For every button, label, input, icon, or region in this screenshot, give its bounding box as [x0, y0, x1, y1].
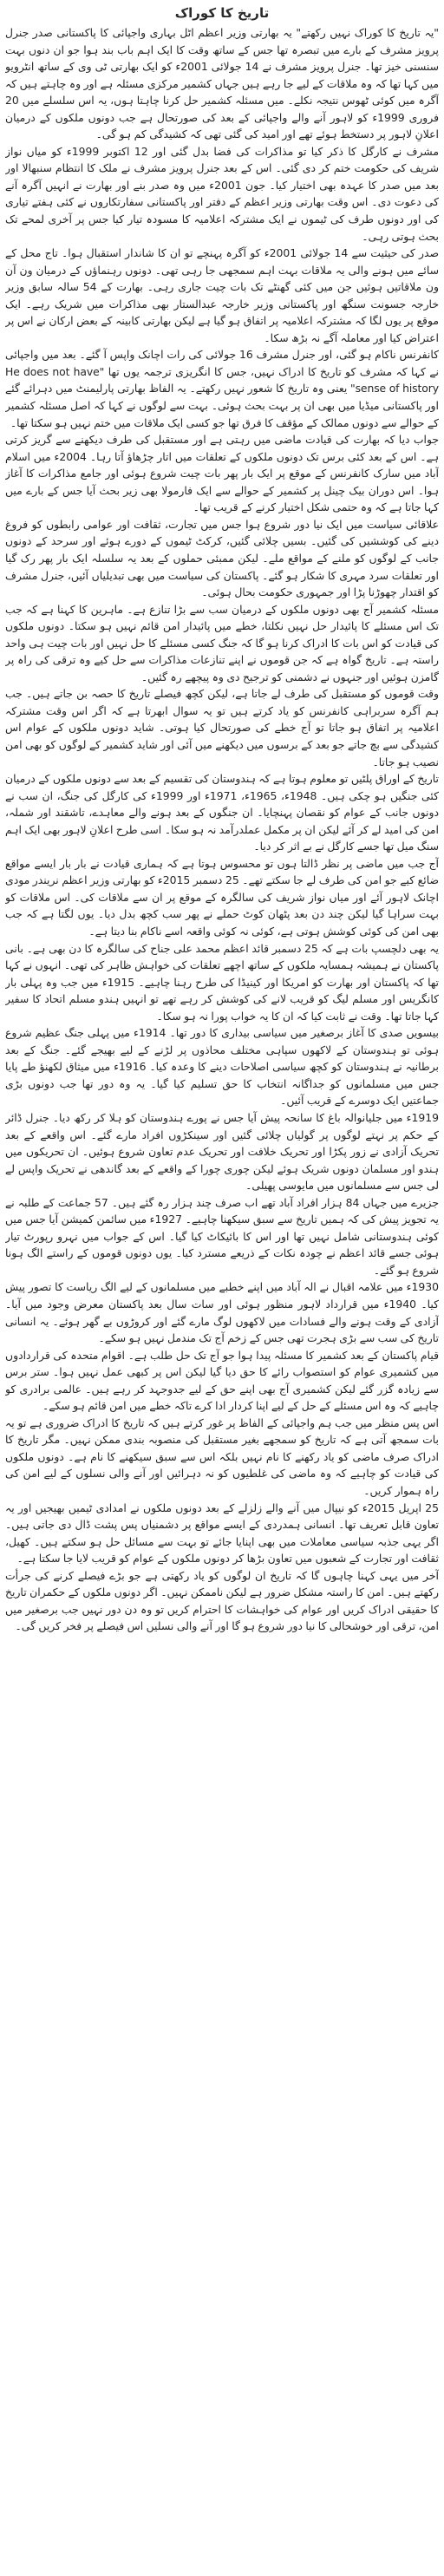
article-paragraph: وقت قوموں کو مستقبل کی طرف لے جاتا ہے، لیکن کچھ فیصلے تاریخ کا حصہ بن جاتے ہیں۔ جب ہم آگرہ سربراہی کانفرنس کو یاد کرتے ہیں تو یہ سوال ابھرتا ہے کہ اگر اس وقت مشترکہ اعلامیہ پر اتفاق ہو جاتا تو آج خطے کی صورتحال کیا ہوتی۔ شاید دونوں ملکوں کے عوام اس کشیدگی سے بچ جاتے جو بعد کے برسوں میں دیکھنے میں آئی اور شاید کشمیر کے لوگوں کو بھی امن نصیب ہو جاتا۔ [5, 687, 439, 768]
article-paragraph: مسئلہ کشمیر آج بھی دونوں ملکوں کے درمیان سب سے بڑا تنازع ہے۔ ماہرین کا کہنا ہے کہ جب تک اس مسئلے کا پائیدار حل نہیں نکلتا، خطے میں پائیدار امن قائم نہیں ہو سکتا۔ دونوں ملکوں کی قیادت کو اس بات کا ادراک کرنا ہو گا کہ جنگ کسی مسئلے کا حل نہیں اور بات چیت ہی واحد راستہ ہے۔ تاریخ گواہ ہے کہ جن قوموں نے اپنے تنازعات مذاکرات سے حل کیے وہ ترقی کی راہ پر گامزن ہوئیں اور جنہوں نے دشمنی کو ترجیح دی وہ پیچھے رہ گئیں۔ [5, 602, 439, 683]
article-paragraph: 1919ء میں جلیانوالہ باغ کا سانحہ پیش آیا جس نے پورے ہندوستان کو ہلا کر رکھ دیا۔ جنرل ڈائر کے حکم پر نہتے لوگوں پر گولیاں چلائی گئیں اور سینکڑوں افراد مارے گئے۔ اس واقعے کے بعد تحریک آزادی نے زور پکڑا اور تحریک خلافت اور تحریک عدم تعاون شروع ہوئیں۔ ان تحریکوں میں ہندو اور مسلمان دونوں شریک ہوئے لیکن چوری چورا کے واقعے کے بعد گاندھی نے تحریک واپس لے لی جس سے مسلمانوں میں مایوسی پھیلی۔ [5, 1111, 439, 1193]
article-paragraph: "یہ تاریخ کا کوراک نہیں رکھتے" یہ بھارتی وزیر اعظم اٹل بہاری واجپائی کا پاکستانی صدر جنرل پرویز مشرف کے بارے میں تبصرہ تھا جس کے ساتھ وقت کا ایک اہم باب بند ہوا جو ان دنوں بہت سنسنی خیز تھا۔ جنرل پرویز مشرف نے 14 جولائی 2001ء کو ایک بھارتی ٹی وی کے ساتھ انٹرویو میں کہا تھا کہ وہ ملاقات کے لیے جا رہے ہیں جہاں کشمیر مرکزی مسئلہ ہے اور وہ چاہتے ہیں کہ آگرہ میں کوئی ٹھوس نتیجہ نکلے۔ میں مسئلہ کشمیر حل کرنا چاہتا ہوں، یہ اس سلسلے میں 20 فروری 1999ء کو لاہور آنے والے واجپائی کے بعد کی صورتحال ہے جب دونوں ملکوں کے درمیان اعلانِ لاہور پر دستخط ہوئے تھے اور امید کی گئی تھی کہ کشیدگی کم ہو گی۔ [5, 26, 439, 141]
article-paragraph: مشرف نے کارگل کا ذکر کیا تو مذاکرات کی فضا بدل گئی اور 12 اکتوبر 1999ء کو میاں نواز شریف کی حکومت ختم کر دی گئی۔ اس کے بعد جنرل پرویز مشرف نے ملک کا انتظام سنبھالا اور بعد میں صدر کا عہدہ بھی اختیار کیا۔ جون 2001ء میں وہ صدر بنے اور بھارت نے انہیں آگرہ آنے کی دعوت دی۔ اس وقت بھارتی وزیر اعظم کے دفتر اور پاکستانی سفارتکاروں نے کئی ہفتے تیاری کی اور دونوں طرف کی ٹیموں نے ایک مشترکہ اعلامیہ کا مسودہ تیار کیا جس پر آخری لمحے تک بحث ہوتی رہی۔ [5, 144, 439, 243]
article-paragraph: کانفرنس ناکام ہو گئی، اور جنرل مشرف 16 جولائی کی رات اچانک واپس آ گئے۔ بعد میں واجپائی نے کہا کہ مشرف کو تاریخ کا ادراک نہیں، جس کا انگریزی ترجمہ یوں تھا "He does not have sense of history" یعنی وہ تاریخ کا شعور نہیں رکھتے۔ یہ الفاظ بھارتی پارلیمنٹ میں دہرائے گئے اور پاکستانی میڈیا میں بھی ان پر بہت بحث ہوئی۔ بہت سے لوگوں نے کہا کہ اصل مسئلہ کشمیر کے حوالے سے دونوں ممالک کے مؤقف کا فرق تھا جو کسی ایک ملاقات میں ختم نہیں ہو سکتا تھا۔ [5, 348, 439, 429]
article-paragraph: علاقائی سیاست میں ایک نیا دور شروع ہوا جس میں تجارت، ثقافت اور عوامی رابطوں کو فروغ دینے کی کوششیں کی گئیں۔ بسیں چلائی گئیں، کرکٹ ٹیموں کے دورے ہوئے اور سرحد کے دونوں جانب کے لوگوں کو ملنے کے مواقع ملے۔ لیکن ممبئی حملوں کے بعد یہ سلسلہ ایک بار پھر رک گیا اور تعلقات سرد مہری کا شکار ہو گئے۔ پاکستان کی سیاست میں بھی تبدیلیاں آئیں، جنرل مشرف کو اقتدار چھوڑنا پڑا اور جمہوری حکومت بحال ہوئی۔ [5, 517, 439, 599]
article-paragraph: اس پس منظر میں جب ہم واجپائی کے الفاظ پر غور کرتے ہیں کہ تاریخ کا ادراک ضروری ہے تو یہ بات سمجھ آتی ہے کہ تاریخ کو سمجھے بغیر مستقبل کی منصوبہ بندی ممکن نہیں۔ مگر تاریخ کا ادراک صرف ماضی کو یاد رکھنے کا نام نہیں بلکہ اس سے سبق سیکھنے کا نام ہے۔ دونوں ملکوں کی قیادت کو چاہیے کہ وہ ماضی کی غلطیوں کو نہ دہرائیں اور آنے والی نسلوں کے لیے امن کی راہ ہموار کریں۔ [5, 1415, 439, 1498]
article-paragraph: بیسویں صدی کا آغاز برصغیر میں سیاسی بیداری کا دور تھا۔ 1914ء میں پہلی جنگ عظیم شروع ہوئی تو ہندوستان کے لاکھوں سپاہی مختلف محاذوں پر لڑنے کے لیے بھیجے گئے۔ جنگ کے بعد برطانیہ نے ہندوستان کو کچھ سیاسی اصلاحات دینے کا وعدہ کیا۔ 1916ء میں میثاق لکھنؤ طے پایا جس میں مسلمانوں کو جداگانہ انتخاب کا حق تسلیم کیا گیا۔ یہ وہ دور تھا جب دونوں بڑی جماعتیں ایک دوسرے کے قریب آئیں۔ [5, 1026, 439, 1108]
article-paragraph: صدر کی حیثیت سے 14 جولائی 2001ء کو آگرہ پہنچے تو ان کا شاندار استقبال ہوا۔ تاج محل کے سائے میں ہونے والی یہ ملاقات بہت اہم سمجھی جا رہی تھی۔ دونوں رہنماؤں کے درمیان ون آن ون ملاقاتیں ہوئیں جن میں کئی گھنٹے تک بات چیت جاری رہی۔ بھارت کے 54 سالہ سابق وزیر خارجہ جسونت سنگھ اور پاکستانی وزیر خارجہ عبدالستار بھی مذاکرات میں شریک رہے۔ ایک موقع پر یوں لگا کہ مشترکہ اعلامیہ پر اتفاق ہو گیا ہے لیکن بھارتی کابینہ کے بعض ارکان نے اس پر اعتراض کیا اور معاملہ آگے نہ بڑھ سکا۔ [5, 246, 439, 344]
article-paragraph: آخر میں یہی کہنا چاہوں گا کہ تاریخ ان لوگوں کو یاد رکھتی ہے جو بڑے فیصلے کرنے کی جرأت رکھتے ہیں۔ امن کا راستہ مشکل ضرور ہے لیکن ناممکن نہیں۔ اگر دونوں ملکوں کے حکمران تاریخ کا حقیقی ادراک کریں اور عوام کی خواہشات کا احترام کریں تو وہ دن دور نہیں جب برصغیر میں امن، ترقی اور خوشحالی کا نیا دور شروع ہو گا اور آنے والی نسلیں اس فیصلے پر فخر کریں گی۔ [5, 1568, 439, 1633]
article-paragraph: 1930ء میں علامہ اقبال نے الہ آباد میں اپنے خطبے میں مسلمانوں کے لیے الگ ریاست کا تصور پیش کیا۔ 1940ء میں قرارداد لاہور منظور ہوئی اور سات سال بعد پاکستان معرض وجود میں آیا۔ آزادی کے وقت ہونے والے فسادات میں لاکھوں لوگ مارے گئے اور کروڑوں بے گھر ہوئے۔ یہ انسانی تاریخ کی سب سے بڑی ہجرت تھی جس کے زخم آج تک مندمل نہیں ہو سکے۔ [5, 1280, 439, 1345]
article-paragraph: تاریخ کے اوراق پلٹیں تو معلوم ہوتا ہے کہ ہندوستان کی تقسیم کے بعد سے دونوں ملکوں کے درمیان کئی جنگیں ہو چکی ہیں۔ 1948ء، 1965ء، 1971ء اور 1999ء کی کارگل کی جنگ، ان سب نے دونوں جانب کے عوام کو نقصان پہنچایا۔ ان جنگوں کے بعد ہونے والے معاہدے، تاشقند اور شملہ، امن کی امید لے کر آئے لیکن ان پر مکمل عملدرآمد نہ ہو سکا۔ اسی طرح اعلانِ لاہور بھی ایک اہم سنگ میل تھا جسے کارگل نے بے اثر کر دیا۔ [5, 772, 439, 853]
article-paragraph: جزیرے میں جہاں 84 ہزار افراد آباد تھے اب صرف چند ہزار رہ گئے ہیں۔ 57 جماعت کے طلبہ نے یہ تجویز پیش کی کہ ہمیں تاریخ سے سبق سیکھنا چاہیے۔ 1927ء میں سائمن کمیشن آیا جس میں کوئی ہندوستانی شامل نہیں تھا اور اس کا بائیکاٹ کیا گیا۔ اس کے جواب میں نہرو رپورٹ تیار ہوئی جسے قائد اعظم نے چودہ نکات کے ذریعے مسترد کیا۔ یوں دونوں قوموں کے راستے الگ ہونا شروع ہو گئے۔ [5, 1195, 439, 1277]
article-paragraph: جواب دیا کہ بھارت کی قیادت ماضی میں رہتی ہے اور مستقبل کی طرف دیکھنے سے گریز کرتی ہے۔ اس کے بعد کئی برس تک دونوں ملکوں کے تعلقات میں اتار چڑھاؤ آتا رہا۔ 2004ء میں اسلام آباد میں سارک کانفرنس کے موقع پر ایک بار پھر بات چیت شروع ہوئی اور جامع مذاکرات کا آغاز ہوا۔ اس دوران بیک چینل پر کشمیر کے حوالے سے ایک فارمولا بھی زیر بحث آیا جس کے بارے میں کہا جاتا ہے کہ وہ حتمی شکل اختیار کرنے کے قریب تھا۔ [5, 433, 439, 514]
article-paragraph: یہ بھی دلچسپ بات ہے کہ 25 دسمبر قائد اعظم محمد علی جناح کی سالگرہ کا دن بھی ہے۔ بانی پاکستان نے ہمیشہ ہمسایہ ملکوں کے ساتھ اچھے تعلقات کی خواہش ظاہر کی تھی۔ انہوں نے کہا تھا کہ پاکستان اور بھارت کو امریکا اور کینیڈا کی طرح رہنا چاہیے۔ 1915ء میں جب وہ پہلی بار کانگریس اور مسلم لیگ کو قریب لانے کی کوشش کر رہے تھے تو انہیں ہندو مسلم اتحاد کا سفیر کہا جاتا تھا۔ وقت نے ثابت کیا کہ ان کا یہ خواب پورا نہ ہو سکا۔ [5, 941, 439, 1023]
article-title: تاریخ کا کوراک [174, 5, 270, 21]
article-paragraph: 25 اپریل 2015ء کو نیپال میں آنے والے زلزلے کے بعد دونوں ملکوں نے امدادی ٹیمیں بھیجیں اور یہ تعاون قابل تعریف تھا۔ انسانی ہمدردی کے ایسے مواقع پر دشمنیاں پس پشت ڈال دی جاتی ہیں۔ اگر یہی جذبہ سیاسی معاملات میں بھی اپنایا جائے تو بہت سے مسائل حل ہو سکتے ہیں۔ کھیل، ثقافت اور تجارت کے شعبوں میں تعاون بڑھا کر دونوں ملکوں کے عوام کو قریب لایا جا سکتا ہے۔ [5, 1500, 439, 1566]
article-body [5, 24, 439, 2571]
article-paragraph: آج جب میں ماضی پر نظر ڈالتا ہوں تو محسوس ہوتا ہے کہ ہماری قیادت نے بار بار ایسے مواقع ضائع کیے جو امن کی طرف لے جا سکتے تھے۔ 25 دسمبر 2015ء کو بھارتی وزیر اعظم نریندر مودی اچانک لاہور آئے اور میاں نواز شریف کی سالگرہ کے موقع پر ان سے ملاقات کی۔ اس ملاقات کو بہت سراہا گیا لیکن چند دن بعد پٹھان کوٹ حملے نے پھر سب کچھ بدل دیا۔ یوں لگتا ہے کہ جب بھی امن کی کوئی کوشش ہوتی ہے، کوئی نہ کوئی واقعہ اسے ناکام بنا دیتا ہے۔ [5, 856, 439, 938]
article-paragraph: قیام پاکستان کے بعد کشمیر کا مسئلہ پیدا ہوا جو آج تک حل طلب ہے۔ اقوام متحدہ کی قراردادوں میں کشمیری عوام کو استصواب رائے کا حق دیا گیا لیکن اس پر کبھی عمل نہیں ہوا۔ ستر برس سے زیادہ گزر گئے لیکن کشمیری آج بھی اپنے حق کے لیے جدوجہد کر رہے ہیں۔ عالمی برادری کو چاہیے کہ وہ اس مسئلے کے حل کے لیے اپنا کردار ادا کرے تاکہ خطے میں امن قائم ہو سکے۔ [5, 1348, 439, 1413]
